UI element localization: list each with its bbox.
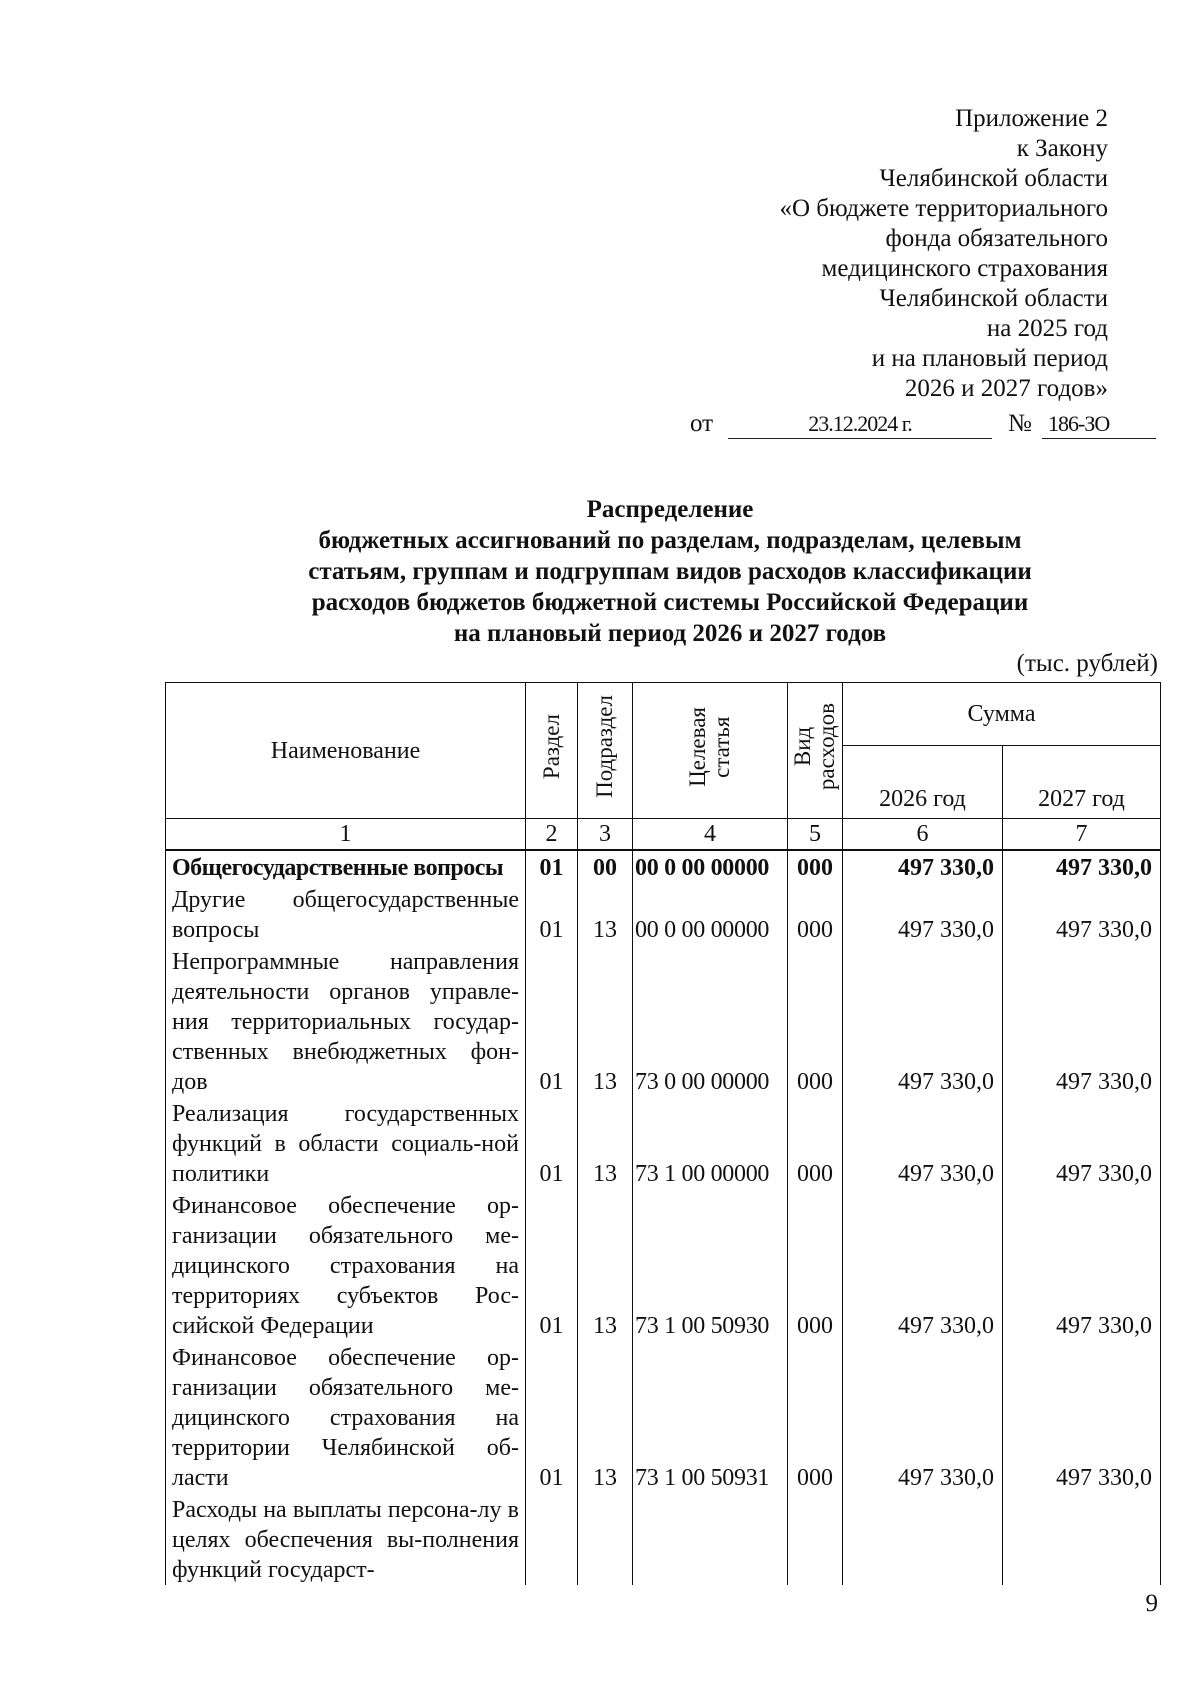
- table-row: [166, 850, 1161, 883]
- row-sum-2026: 497 330,0: [843, 883, 1003, 945]
- table-row: [166, 883, 1161, 945]
- row-sum-2026: 497 330,0: [843, 850, 1003, 883]
- table-row: [166, 1097, 1161, 1189]
- annex-line: медицинского страхования: [821, 255, 1108, 282]
- table-row: [166, 1341, 1161, 1493]
- row-name: Финансовое обеспечение ор-ганизации обязательного ме-дицинского страхования на территориях субъектов Рос-сийской Федерации: [166, 1189, 526, 1341]
- annex-line: к Закону: [1016, 135, 1108, 162]
- row-sum-2027: 497 330,0: [1003, 1097, 1161, 1189]
- table-row: [166, 945, 1161, 1097]
- row-name: Реализация государственных функций в области социаль-ной политики: [166, 1097, 526, 1189]
- row-type: 000: [788, 945, 843, 1097]
- row-section: 01: [526, 945, 578, 1097]
- annex-header: [648, 104, 1108, 404]
- number-label: №: [1008, 410, 1032, 437]
- row-article: 00 0 00 00000: [633, 883, 788, 945]
- row-section: 01: [526, 1341, 578, 1493]
- row-section: 01: [526, 850, 578, 883]
- row-name: Расходы на выплаты персона-лу в целях обеспечения вы-полнения функций государст-: [166, 1493, 526, 1585]
- row-article: 73 1 00 00000: [633, 1097, 788, 1189]
- column-number: 1: [166, 819, 526, 851]
- row-name: Непрограммные направления деятельности органов управле-ния территориальных государ-ственных внебюджетных фон-дов: [166, 945, 526, 1097]
- row-section: [526, 1493, 578, 1585]
- header-name: Наименование: [166, 683, 526, 819]
- header-sum: Сумма: [843, 683, 1161, 746]
- header-year-2027: 2027 год: [1003, 746, 1161, 819]
- row-sum-2027: 497 330,0: [1003, 883, 1161, 945]
- title-line: бюджетных ассигнований по разделам, подразделам, целевым: [318, 527, 1022, 554]
- row-type: [788, 1493, 843, 1585]
- row-subsection: 13: [578, 1097, 633, 1189]
- table-row: [166, 1493, 1161, 1585]
- law-date-field: [728, 404, 992, 439]
- budget-table: [165, 682, 1161, 1585]
- row-name: Общегосударственные вопросы: [166, 850, 526, 883]
- column-number: 4: [633, 819, 788, 851]
- page-number: 9: [1145, 1590, 1158, 1617]
- table-row: [166, 1189, 1161, 1341]
- row-subsection: 13: [578, 1189, 633, 1341]
- column-numbers-row: [166, 819, 1161, 851]
- column-number: 6: [843, 819, 1003, 851]
- row-subsection: 13: [578, 1341, 633, 1493]
- row-article: 00 0 00 00000: [633, 850, 788, 883]
- annex-line: и на плановый период: [871, 345, 1108, 372]
- row-article: [633, 1493, 788, 1585]
- annex-line: 2026 и 2027 годов»: [904, 375, 1108, 402]
- annex-line: Челябинской области: [879, 165, 1108, 192]
- row-sum-2027: 497 330,0: [1003, 1341, 1161, 1493]
- row-name: Финансовое обеспечение ор-ганизации обязательного ме-дицинского страхования на территории Челябинской об-ласти: [166, 1341, 526, 1493]
- row-sum-2026: 497 330,0: [843, 1341, 1003, 1493]
- row-article: 73 1 00 50931: [633, 1341, 788, 1493]
- row-sum-2027: [1003, 1493, 1161, 1585]
- row-sum-2027: 497 330,0: [1003, 945, 1161, 1097]
- title-line: статьям, группам и подгруппам видов расходов классификации: [308, 558, 1032, 585]
- law-number-field: [1042, 404, 1156, 439]
- row-section: 01: [526, 883, 578, 945]
- annex-line: фонда обязательного: [885, 225, 1108, 252]
- row-article: 73 1 00 50930: [633, 1189, 788, 1341]
- row-type: 000: [788, 1341, 843, 1493]
- row-sum-2027: 497 330,0: [1003, 1189, 1161, 1341]
- row-subsection: 00: [578, 850, 633, 883]
- row-subsection: [578, 1493, 633, 1585]
- row-type: 000: [788, 1097, 843, 1189]
- title-line: расходов бюджетов бюджетной системы Российской Федерации: [311, 589, 1029, 616]
- annex-line: «О бюджете территориального: [779, 195, 1108, 222]
- column-number: 5: [788, 819, 843, 851]
- row-section: 01: [526, 1097, 578, 1189]
- column-number: 3: [578, 819, 633, 851]
- header-target-article: Целевая статья: [633, 683, 788, 819]
- column-number: 2: [526, 819, 578, 851]
- row-sum-2026: 497 330,0: [843, 1189, 1003, 1341]
- row-type: 000: [788, 850, 843, 883]
- header-section: Раздел: [526, 683, 578, 819]
- row-sum-2026: 497 330,0: [843, 1097, 1003, 1189]
- row-sum-2026: 497 330,0: [843, 945, 1003, 1097]
- from-label: от: [690, 410, 714, 437]
- title-line: Распределение: [586, 496, 754, 523]
- document-title: [200, 494, 1140, 649]
- row-type: 000: [788, 883, 843, 945]
- row-subsection: 13: [578, 883, 633, 945]
- header-year-2026: 2026 год: [843, 746, 1003, 819]
- header-expense-type: Вид расходов: [788, 683, 843, 819]
- law-date: 23.12.2024 г.: [808, 411, 912, 436]
- annex-line: Приложение 2: [955, 105, 1108, 132]
- row-subsection: 13: [578, 945, 633, 1097]
- row-section: 01: [526, 1189, 578, 1341]
- annex-line: на 2025 год: [986, 315, 1108, 342]
- units-label: (тыс. рублей): [1016, 650, 1158, 677]
- row-type: 000: [788, 1189, 843, 1341]
- row-name: Другие общегосударственные вопросы: [166, 883, 526, 945]
- header-subsection: Подраздел: [578, 683, 633, 819]
- law-number: 186-ЗО: [1048, 411, 1110, 436]
- annex-line: Челябинской области: [879, 285, 1108, 312]
- row-sum-2026: [843, 1493, 1003, 1585]
- law-date-number-line: [690, 404, 1156, 440]
- title-line: на плановый период 2026 и 2027 годов: [453, 620, 887, 647]
- row-sum-2027: 497 330,0: [1003, 850, 1161, 883]
- column-number: 7: [1003, 819, 1161, 851]
- row-article: 73 0 00 00000: [633, 945, 788, 1097]
